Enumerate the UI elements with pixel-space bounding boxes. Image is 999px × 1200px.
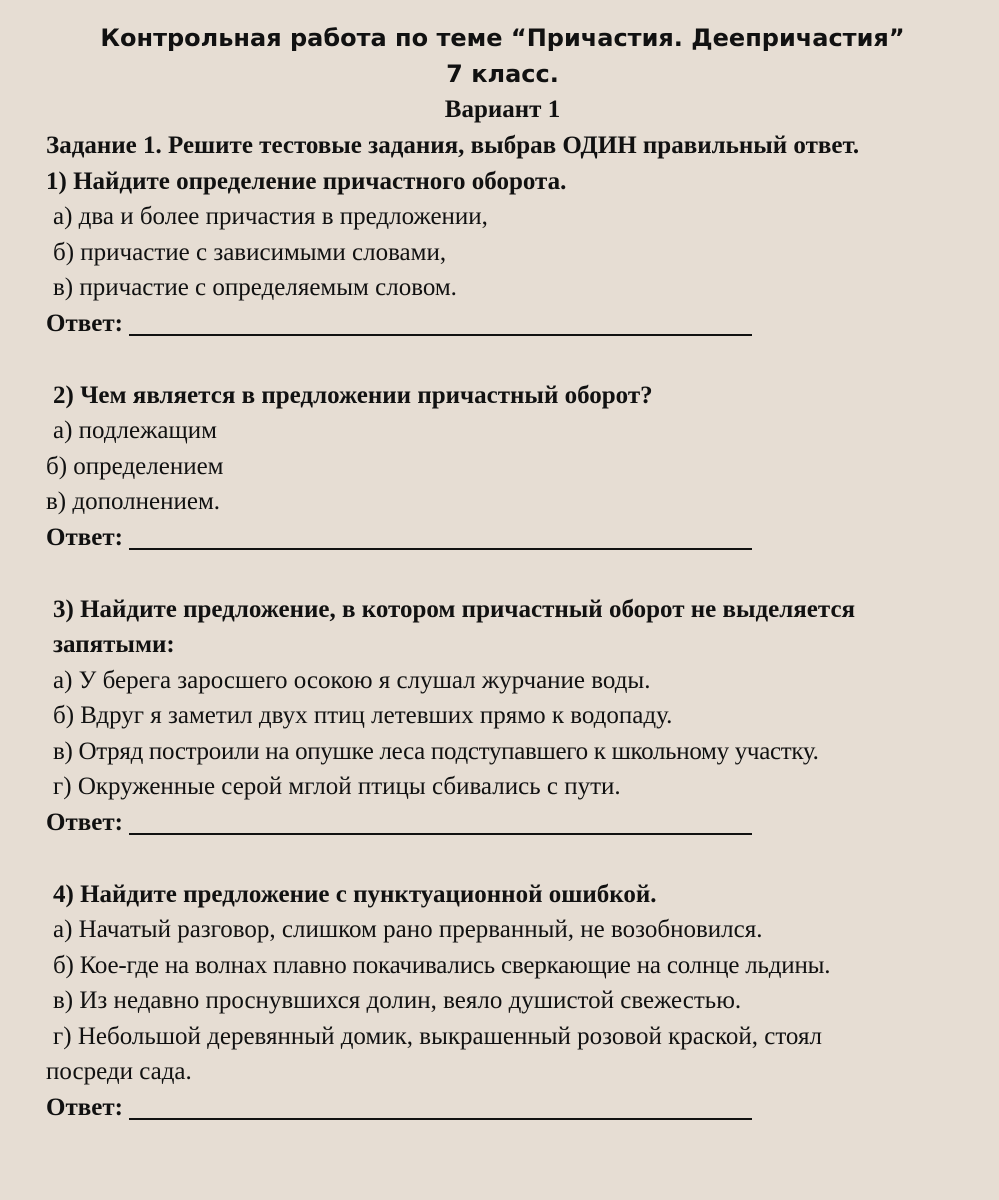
- question-4-option-d: г) Небольшой деревянный домик, выкрашенный розовой краской, стоял посреди сада.: [46, 1022, 822, 1085]
- question-2-answer: [46, 520, 959, 556]
- answer-blank-line[interactable]: [129, 548, 752, 550]
- question-3-option-a: а) У берега заросшего осокою я слушал журчание воды.: [53, 666, 651, 694]
- answer-blank-line[interactable]: [129, 334, 752, 336]
- question-3-text: 3) Найдите предложение, в котором причастный оборот не выделяется запятыми:: [53, 595, 856, 658]
- question-2-text: 2) Чем является в предложении причастный оборот?: [53, 381, 653, 409]
- question-4: [46, 877, 959, 1126]
- question-3-option-b: б) Вдруг я заметил двух птиц летевших прямо к водопаду.: [53, 702, 673, 729]
- answer-label: Ответ:: [46, 1093, 123, 1121]
- task-heading: Задание 1. Решите тестовые задания, выбрав ОДИН правильный ответ.: [46, 132, 860, 159]
- question-4-option-a: а) Начатый разговор, слишком рано прерванный, не возобновился.: [53, 916, 763, 943]
- question-4-option-c: в) Из недавно проснувшихся долин, веяло душистой свежестью.: [53, 987, 742, 1014]
- answer-label: Ответ:: [46, 523, 123, 551]
- question-1-option-a: а) два и более причастия в предложении,: [53, 203, 488, 230]
- answer-blank-line[interactable]: [129, 833, 752, 835]
- question-1-option-b: б) причастие с зависимыми словами,: [53, 238, 447, 266]
- answer-blank-line[interactable]: [129, 1118, 752, 1120]
- question-4-answer: [46, 1090, 959, 1126]
- question-1-answer: [46, 306, 959, 342]
- title-line-2: 7 класс.: [446, 60, 559, 88]
- variant-label: Вариант 1: [444, 96, 561, 123]
- question-3-option-c: в) Отряд построили на опушке леса подступавшего к школьному участку.: [53, 737, 819, 765]
- question-2-option-a: а) подлежащим: [53, 417, 217, 444]
- question-1-text: 1) Найдите определение причастного оборота.: [46, 167, 567, 195]
- question-2-option-b: б) определением: [46, 452, 224, 480]
- question-2-option-c: в) дополнением.: [46, 488, 221, 515]
- answer-label: Ответ:: [46, 309, 123, 337]
- question-2: [46, 378, 959, 556]
- question-4-option-b: б) Кое-где на волнах плавно покачивались сверкающие на солнце льдины.: [53, 951, 831, 979]
- question-1-option-c: в) причастие с определяемым словом.: [53, 274, 457, 301]
- question-3: [46, 592, 959, 841]
- question-1: [46, 164, 959, 342]
- title-line-1: Контрольная работа по теме “Причастия. Деепричастия”: [100, 24, 905, 52]
- answer-label: Ответ:: [46, 808, 123, 836]
- question-3-option-d: г) Окруженные серой мглой птицы сбивались с пути.: [53, 773, 621, 800]
- question-3-answer: [46, 805, 959, 841]
- question-4-text: 4) Найдите предложение с пунктуационной ошибкой.: [53, 880, 657, 908]
